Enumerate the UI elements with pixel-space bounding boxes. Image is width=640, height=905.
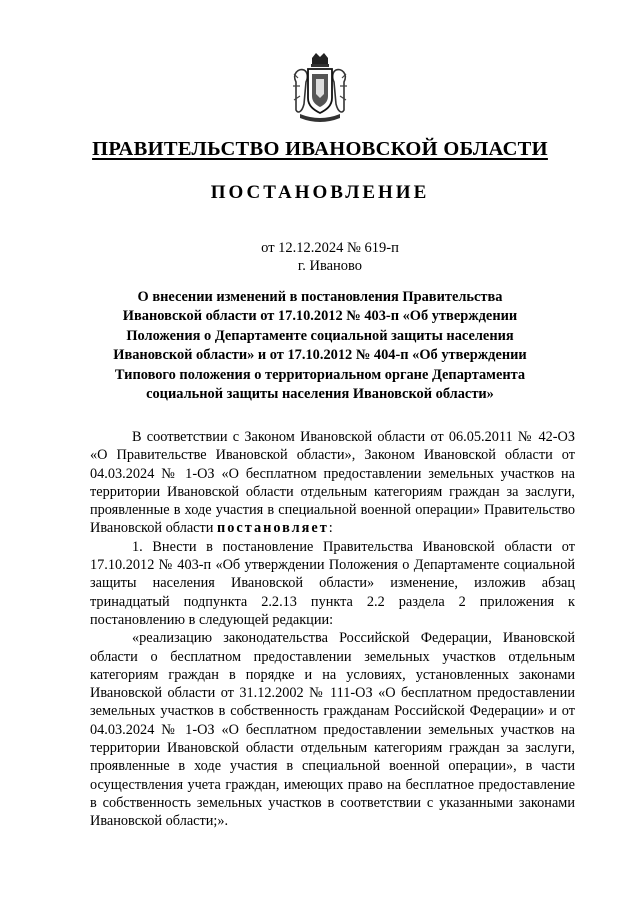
document-subject: [100, 288, 540, 404]
coat-of-arms-icon: [290, 52, 350, 124]
city: г. Иваново: [297, 258, 363, 274]
subject-line: социальной защиты населения Ивановской области»: [146, 386, 494, 403]
preamble-paragraph: [90, 428, 575, 538]
resolves-suffix: :: [328, 520, 333, 537]
document-type: ПОСТАНОВЛЕНИЕ: [210, 182, 430, 203]
document-body: [90, 428, 575, 831]
quote-paragraph: «реализацию законодательства Российской Федерации, Ивановской области о бесплатном предоставлении земельных участков отдельным категориям граждан в порядке и на условиях, установленных законами Ивановской области от 31.12.2002 № 111-ОЗ «О бесплатном предоставлении земельных участков в собственность гражданам Российской Федерации» и от 04.03.2024 № 1-ОЗ «О бесплатном предоставлении земельных участков на территории Ивановской области отдельным категориям граждан за заслуги, проявленные в ходе участия в специальной военной операции», в части осуществления учета граждан, имеющих право на бесплатное предоставление в собственность земельных участков в соответствии с указанными законами Ивановской области;».: [90, 630, 575, 830]
date-number: от 12.12.2024 № 619-п: [261, 240, 399, 256]
subject-line: Ивановской области от 17.10.2012 № 403-п «Об утверждении: [122, 308, 518, 325]
subject-line: Ивановской области» и от 17.10.2012 № 404-п «Об утверждении: [113, 347, 527, 364]
subject-line: Типового положения о территориальном органе Департамента: [114, 366, 526, 383]
subject-line: О внесении изменений в постановления Правительства: [137, 289, 503, 305]
resolves-word: постановляет: [217, 520, 329, 537]
government-title: ПРАВИТЕЛЬСТВО ИВАНОВСКОЙ ОБЛАСТИ: [92, 138, 548, 160]
preamble-text: В соответствии с Законом Ивановской области от 06.05.2011 № 42-ОЗ «О Правительстве Ивановской области», Законом Ивановской области от 04.03.2024 № 1-ОЗ «О бесплатном предоставлении земельных участков на территории Ивановской области отдельным категориям граждан за заслуги, проявленные в ходе участия в специальной военной операции» Правительство Ивановской области: [90, 429, 575, 537]
item-1-paragraph: 1. Внести в постановление Правительства Ивановской области от 17.10.2012 № 403-п «Об утверждении Положения о Департаменте социальной защиты населения Ивановской области» изменение, изложив абзац тринадцатый подпункта 2.2.13 пункта 2.2 раздела 2 приложения к постановлению в следующей редакции:: [90, 538, 575, 628]
subject-line: Положения о Департаменте социальной защиты населения: [126, 327, 514, 344]
